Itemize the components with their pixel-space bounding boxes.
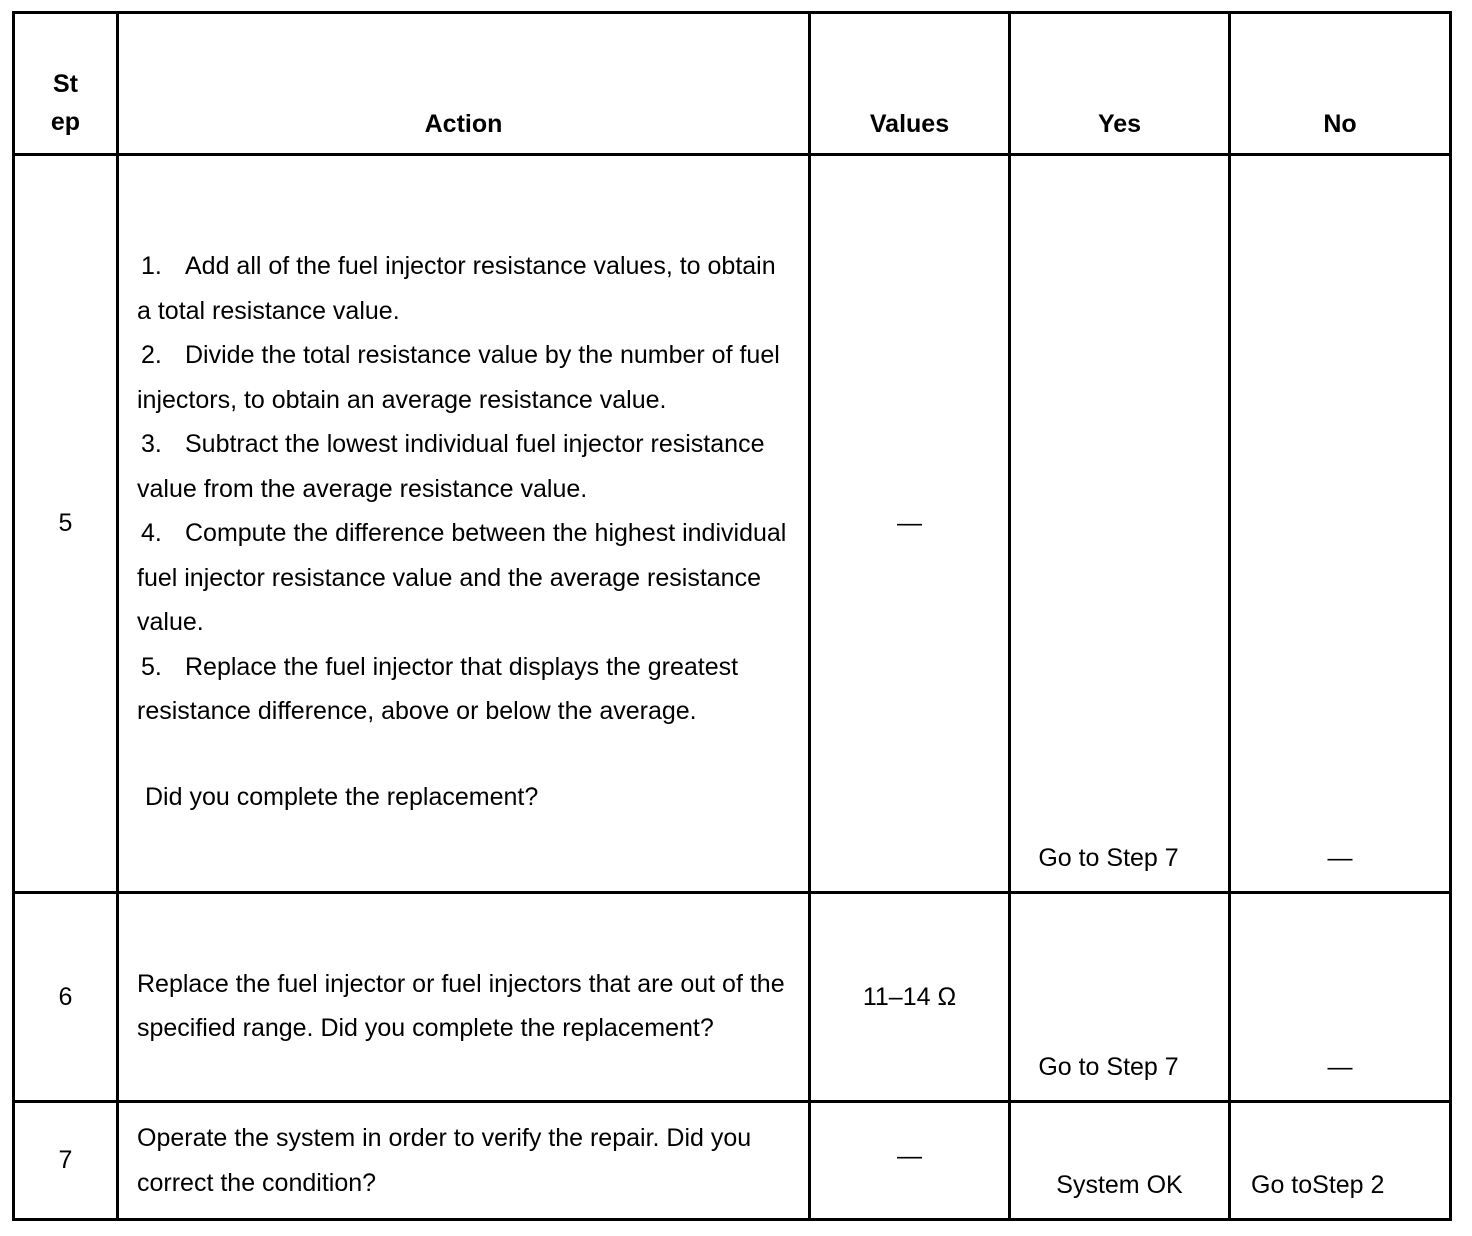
no-cell: — [1230, 893, 1451, 1102]
list-item: 2. Divide the total resistance value by the number of fuel injectors, to obtain an average resistance value. [137, 341, 780, 414]
step-number: 5 [14, 155, 118, 893]
list-item: 4. Compute the difference between the highest individual fuel injector resistance value and the average resistance value. [137, 519, 787, 636]
no-cell: Go toStep 2 [1230, 1102, 1451, 1220]
action-cell: Replace the fuel injector or fuel injectors that are out of the specified range. Did you complete the replacement? [118, 893, 810, 1102]
header-no: No [1230, 13, 1451, 155]
table-row [14, 893, 1451, 1102]
values-cell: — [810, 155, 1010, 893]
list-item: 1. Add all of the fuel injector resistance values, to obtain a total resistance value. [137, 252, 776, 325]
header-action: Action [118, 13, 810, 155]
yes-cell: Go to Step 7 [1010, 893, 1230, 1102]
diagnostic-table [12, 11, 1452, 1221]
step-number: 7 [14, 1102, 118, 1220]
action-cell [118, 155, 810, 893]
step-number: 6 [14, 893, 118, 1102]
list-item: 3. Subtract the lowest individual fuel injector resistance value from the average resistance value. [137, 430, 765, 503]
header-yes: Yes [1010, 13, 1230, 155]
table-row [14, 1102, 1451, 1220]
no-cell: — [1230, 155, 1451, 893]
table-row [14, 155, 1451, 893]
yes-cell: System OK [1010, 1102, 1230, 1220]
question-text: Did you complete the replacement? [145, 782, 539, 811]
header-row [14, 13, 1451, 155]
yes-cell: Go to Step 7 [1010, 155, 1230, 893]
values-cell: 11–14 Ω [810, 893, 1010, 1102]
values-cell: — [810, 1102, 1010, 1220]
action-cell: Operate the system in order to verify the repair. Did you correct the condition? [118, 1102, 810, 1220]
list-item: 5. Replace the fuel injector that displays the greatest resistance difference, above or below the average. [137, 652, 739, 725]
header-values: Values [810, 13, 1010, 155]
header-step: St ep [14, 13, 118, 155]
